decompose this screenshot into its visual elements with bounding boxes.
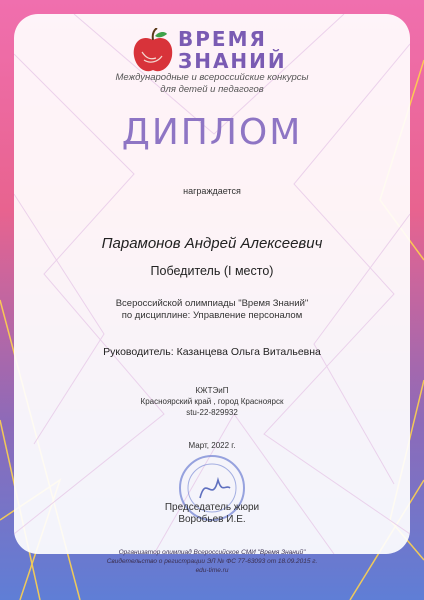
diploma-card <box>14 14 410 554</box>
awarded-label: награждается <box>183 186 241 196</box>
organization-line3: stu-22-829932 <box>186 408 238 417</box>
footer-line2: Свидетельство о регистрации ЭЛ № ФС 77-63093 от 18.09.2015 г. <box>106 558 318 565</box>
tagline-line1: Международные и всероссийские конкурсы <box>115 72 309 83</box>
olympiad-line1: Всероссийской олимпиады "Время Знаний" <box>115 298 309 309</box>
olympiad-line2: по дисциплине: Управление персоналом <box>121 310 303 321</box>
footer-line3: edu-time.ru <box>195 567 229 574</box>
jury-line1: Председатель жюри <box>164 502 260 513</box>
tagline-line2: для детей и педагогов <box>160 84 264 95</box>
award-date: Март, 2022 г. <box>188 441 236 450</box>
apple-icon <box>132 28 174 74</box>
brand-line2: ЗНАНИЙ <box>178 49 287 73</box>
organization-line1: КЖТЭиП <box>195 386 229 395</box>
brand-line1: ВРЕМЯ <box>178 27 267 51</box>
recipient-name: Парамонов Андрей Алексеевич <box>101 235 323 252</box>
organization-line2: Красноярский край , город Красноярск <box>140 397 284 406</box>
jury-line2: Воробьев И.Е. <box>178 514 246 525</box>
diploma-title: ДИПЛОМ <box>121 112 303 153</box>
supervisor: Руководитель: Казанцева Ольга Витальевна <box>103 346 321 358</box>
place-award: Победитель (I место) <box>150 264 274 278</box>
footer-line1: Организатор олимпиад Всероссийское СМИ "Время Знаний" <box>118 549 306 556</box>
